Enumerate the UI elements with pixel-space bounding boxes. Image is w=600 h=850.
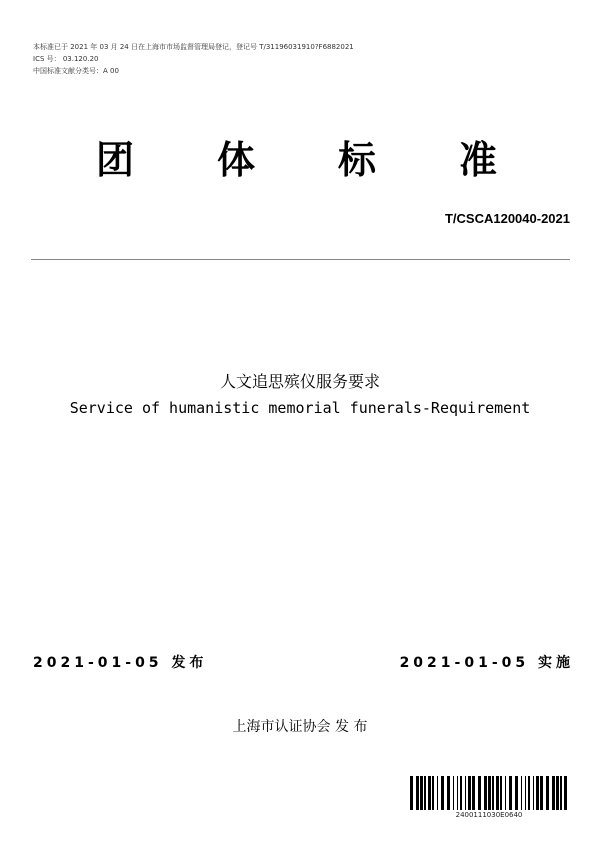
barcode-bar xyxy=(515,776,518,810)
ics-number: ICS 号： 03.120.20 xyxy=(33,55,99,63)
barcode-bar xyxy=(478,776,481,810)
barcode-bar xyxy=(533,776,534,810)
publish-label: 发布 xyxy=(171,655,208,671)
barcode-bar xyxy=(505,776,506,810)
barcode-bar xyxy=(560,776,562,810)
barcode-bar xyxy=(410,776,413,810)
barcode-bar xyxy=(460,776,462,810)
implement-label: 实施 xyxy=(538,655,574,671)
classification-number: 中国标准文献分类号：A 00 xyxy=(33,67,119,75)
barcode-bar xyxy=(536,776,539,810)
implement-date-line xyxy=(400,652,574,672)
barcode-bar xyxy=(424,776,426,810)
barcode-bar xyxy=(484,776,487,810)
barcode-bar xyxy=(437,776,438,810)
implement-date: 2021-01-05 xyxy=(399,655,530,671)
barcode-bar xyxy=(540,776,543,810)
barcode xyxy=(408,776,570,810)
barcode-bar xyxy=(528,776,530,810)
barcode-bar xyxy=(453,776,454,810)
barcode-bar xyxy=(432,776,434,810)
barcode-bar xyxy=(472,776,475,810)
title-english: Service of humanistic memorial funerals-Requirement xyxy=(69,399,531,417)
barcode-bar xyxy=(447,776,450,810)
document-type-char: 准 xyxy=(459,138,498,182)
document-type-char: 团 xyxy=(96,138,135,182)
barcode-bar xyxy=(428,776,431,810)
barcode-bar xyxy=(465,776,466,810)
title-chinese: 人文追思殡仪服务要求 xyxy=(219,372,380,391)
barcode-bar xyxy=(441,776,444,810)
barcode-bar xyxy=(509,776,512,810)
barcode-bar xyxy=(420,776,423,810)
barcode-bar xyxy=(457,776,458,810)
barcode-bar xyxy=(468,776,471,810)
document-type-char: 标 xyxy=(338,138,377,182)
publish-date-line xyxy=(33,652,207,672)
document-type-char: 体 xyxy=(217,138,256,182)
barcode-bar xyxy=(521,776,522,810)
barcode-bar xyxy=(416,776,419,810)
barcode-bar xyxy=(496,776,499,810)
registration-note: 本标准已于 2021 年 03 月 24 日在上海市市场监督管理局登记，登记号 T/31196031910?F6882021 xyxy=(33,43,354,51)
barcode-bar xyxy=(500,776,502,810)
publish-date: 2021-01-05 xyxy=(33,655,163,671)
barcode-bar xyxy=(488,776,491,810)
barcode-bar xyxy=(546,776,549,810)
barcode-bar xyxy=(492,776,494,810)
barcode-bar xyxy=(552,776,555,810)
divider-rule xyxy=(31,259,570,260)
publisher: 上海市认证协会 发 布 xyxy=(232,719,368,735)
standard-number: T/CSCA120040-2021 xyxy=(444,211,570,226)
barcode-bar xyxy=(525,776,526,810)
barcode-number: 2400111030E0640 xyxy=(455,811,523,819)
barcode-bar xyxy=(556,776,559,810)
document-type-title xyxy=(0,138,600,182)
barcode-bar xyxy=(564,776,567,810)
